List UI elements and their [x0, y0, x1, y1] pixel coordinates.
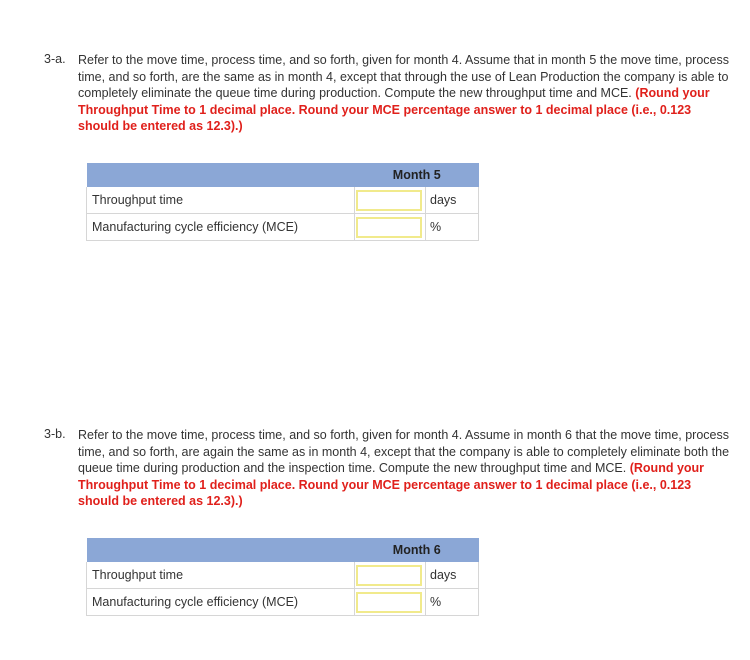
row-label: Throughput time	[87, 187, 355, 214]
table-row	[87, 187, 479, 214]
unit-label: days	[426, 562, 479, 589]
table-row	[87, 562, 479, 589]
mce-input[interactable]	[356, 592, 422, 613]
question-3b	[44, 427, 734, 510]
question-text-block	[78, 427, 734, 510]
table-row	[87, 589, 479, 616]
answer-table-month-6	[86, 538, 479, 616]
row-label: Throughput time	[87, 562, 355, 589]
throughput-time-input[interactable]	[356, 565, 422, 586]
answer-cell	[355, 214, 426, 241]
answer-cell	[355, 187, 426, 214]
row-label: Manufacturing cycle efficiency (MCE)	[87, 214, 355, 241]
unit-label: %	[426, 214, 479, 241]
mce-input[interactable]	[356, 217, 422, 238]
table-header-row	[87, 538, 479, 562]
row-label: Manufacturing cycle efficiency (MCE)	[87, 589, 355, 616]
table-row	[87, 214, 479, 241]
answer-table-month-5	[86, 163, 479, 241]
question-number: 3-b.	[44, 427, 66, 441]
unit-label: %	[426, 589, 479, 616]
rounding-instruction: (Round your Throughput Time to 1 decimal place. Round your MCE percentage answer to 1 decimal place (i.e., 0.123 should be entered as 12.3).)	[78, 461, 705, 508]
throughput-time-input[interactable]	[356, 190, 422, 211]
rounding-instruction: (Round your Throughput Time to 1 decimal place. Round your MCE percentage answer to 1 decimal place (i.e., 0.123 should be entered as 12.3).)	[78, 86, 710, 133]
question-text: Refer to the move time, process time, and so forth, given for month 4. Assume in month 6 that the move time, process time, and so forth, are again the same as in month 4, except that the company is able to completely eliminate both the queue time during production and the inspection time. Compute the new throughput time and MCE.	[78, 428, 730, 475]
column-header: Month 6	[355, 538, 479, 562]
answer-cell	[355, 589, 426, 616]
column-header: Month 5	[355, 163, 479, 187]
header-spacer	[87, 538, 355, 562]
question-text: Refer to the move time, process time, and so forth, given for month 4. Assume that in month 5 the move time, process time, and so forth, are the same as in month 4, except that through the use of Lean Production the company is able to completely eliminate the queue time during production. Compute the new throughput time and MCE.	[78, 53, 729, 100]
question-number: 3-a.	[44, 52, 66, 66]
question-3a	[44, 52, 734, 135]
question-text-block	[78, 52, 734, 135]
header-spacer	[87, 163, 355, 187]
answer-cell	[355, 562, 426, 589]
table-header-row	[87, 163, 479, 187]
unit-label: days	[426, 187, 479, 214]
